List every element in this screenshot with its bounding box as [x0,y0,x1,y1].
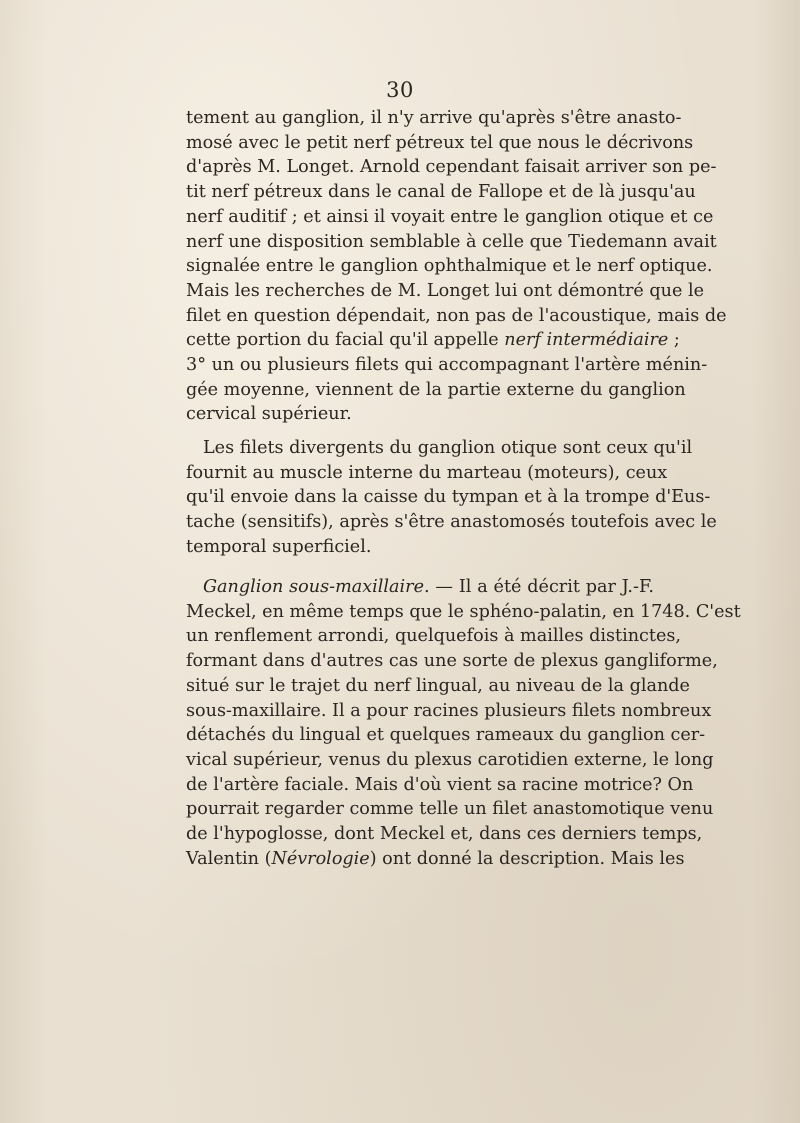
italic-term: Névrologie [271,848,370,869]
text-line: situé sur le trajet du nerf lingual, au niveau de la glande [186,675,690,696]
paragraph-divergent-filaments [186,436,717,560]
text-line: Meckel, en même temps que le sphéno-palatin, en 1748. C'est [186,601,741,622]
page-number: 30 [386,78,414,102]
text-line: filet en question dépendait, non pas de l'acoustique, mais de [186,305,727,326]
text-line: tache (sensitifs), après s'être anastomosés toutefois avec le [186,512,717,533]
section-heading: Ganglion sous-maxillaire. [203,577,430,597]
text-line: signalée entre le ganglion ophthalmique et le nerf optique. [186,256,713,277]
text-line: nerf une disposition semblable à celle que Tiedemann avait [186,231,717,252]
text-line: Mais les recherches de M. Longet lui ont démontré que le [186,280,705,301]
text-fragment: — Il a été décrit par J.-F. [429,577,654,597]
text-line: 3° un ou plusieurs filets qui accompagnant l'artère ménin- [186,355,708,376]
text-fragment: cette portion du facial qu'il appelle [186,330,499,351]
text-line: cervical supérieur. [186,404,352,425]
text-line: Les filets divergents du ganglion otique sont ceux qu'il [203,438,693,458]
paragraph-ganglion-otique-roots [186,106,727,427]
text-line: sous-maxillaire. Il a pour racines plusieurs filets nombreux [186,700,712,721]
text-fragment: Valentin ( [186,848,272,869]
text-line: d'après M. Longet. Arnold cependant faisait arriver son pe- [186,157,717,178]
text-line: qu'il envoie dans la caisse du tympan et à la trompe d'Eus- [186,487,711,508]
paragraph-ganglion-sous-maxillaire [186,575,741,871]
text-fragment: ) ont donné la description. Mais les [369,848,685,869]
text-line: formant dans d'autres cas une sorte de plexus gangliforme, [186,651,718,672]
text-line: vical supérieur, venus du plexus carotidien externe, le long [186,749,714,770]
text-line-with-italic [186,328,680,353]
text-line: un renflement arrondi, quelquefois à mailles distinctes, [186,626,682,647]
text-line: nerf auditif ; et ainsi il voyait entre le ganglion otique et ce [186,206,714,227]
section-heading-line [186,575,654,600]
italic-term: nerf intermédiaire [504,330,669,351]
text-line: gée moyenne, viennent de la partie externe du ganglion [186,379,686,400]
text-line: mosé avec le petit nerf pétreux tel que nous le décrivons [186,132,694,153]
text-line-with-italic [186,847,685,872]
text-line: tit nerf pétreux dans le canal de Fallope et de là jusqu'au [186,182,696,203]
text-fragment: ; [668,330,680,351]
text-line: de l'hypoglosse, dont Meckel et, dans ces derniers temps, [186,824,703,845]
text-line: temporal superficiel. [186,536,372,557]
text-line: fournit au muscle interne du marteau (moteurs), ceux [186,462,668,483]
text-line: pourrait regarder comme telle un filet anastomotique venu [186,799,714,820]
text-line: détachés du lingual et quelques rameaux du ganglion cer- [186,725,706,746]
text-line: de l'artère faciale. Mais d'où vient sa racine motrice? On [186,774,694,795]
text-line: tement au ganglion, il n'y arrive qu'après s'être anasto- [186,108,682,128]
